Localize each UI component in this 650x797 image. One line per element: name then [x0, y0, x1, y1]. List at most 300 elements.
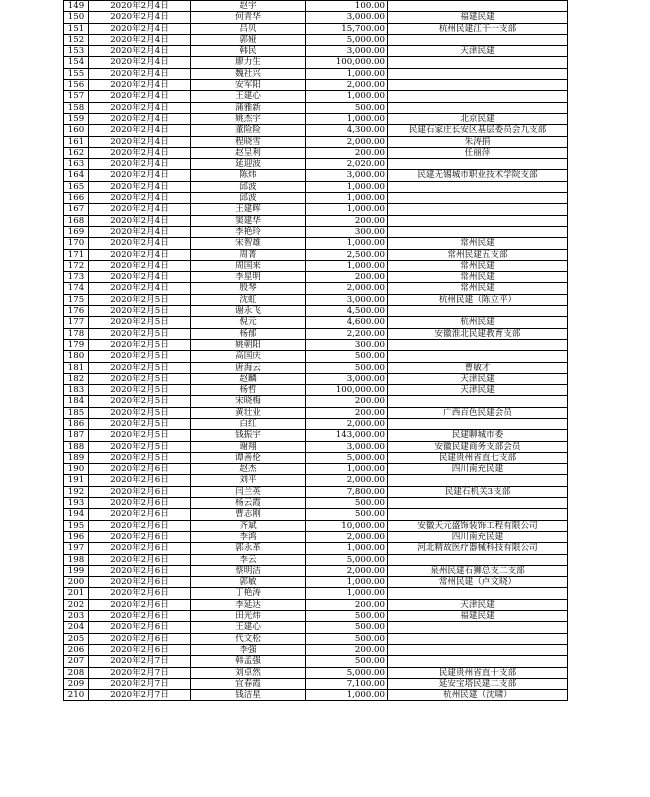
row-number: 198	[64, 554, 89, 565]
row-amount: 500.00	[306, 102, 388, 113]
row-name: 宜春霞	[191, 678, 306, 689]
row-name: 刘卓然	[191, 667, 306, 678]
table-row	[64, 204, 568, 215]
row-organization	[388, 204, 568, 215]
row-amount: 1,000.00	[306, 543, 388, 554]
row-organization	[388, 498, 568, 509]
row-name: 倪元	[191, 317, 306, 328]
row-amount: 1,000.00	[306, 238, 388, 249]
row-number: 170	[64, 238, 89, 249]
row-name: 蔡明洁	[191, 565, 306, 576]
row-amount: 1,000.00	[306, 690, 388, 701]
row-number: 195	[64, 520, 89, 531]
row-organization: 天津民建	[388, 599, 568, 610]
row-number: 206	[64, 644, 89, 655]
table-row	[64, 306, 568, 317]
donation-table-body	[64, 1, 568, 701]
row-amount: 3,000.00	[306, 46, 388, 57]
row-amount: 2,000.00	[306, 283, 388, 294]
row-number: 153	[64, 46, 89, 57]
row-amount: 200.00	[306, 272, 388, 283]
row-date: 2020年2月4日	[89, 125, 191, 136]
table-row	[64, 12, 568, 23]
row-amount: 1,000.00	[306, 588, 388, 599]
row-date: 2020年2月6日	[89, 464, 191, 475]
row-organization: 杭州民建（陈立平）	[388, 294, 568, 305]
row-organization: 民建石机关3支部	[388, 486, 568, 497]
row-name: 殷琴	[191, 283, 306, 294]
row-amount: 100.00	[306, 1, 388, 12]
row-date: 2020年2月6日	[89, 611, 191, 622]
row-amount: 300.00	[306, 339, 388, 350]
table-row	[64, 385, 568, 396]
row-name: 邱波	[191, 181, 306, 192]
row-number: 175	[64, 294, 89, 305]
row-date: 2020年2月7日	[89, 667, 191, 678]
table-row	[64, 577, 568, 588]
row-organization: 民建贵州省直十支部	[388, 667, 568, 678]
row-organization: 民建石家庄长安区基层委员会九支部	[388, 125, 568, 136]
table-row	[64, 599, 568, 610]
table-row	[64, 407, 568, 418]
row-date: 2020年2月4日	[89, 226, 191, 237]
row-number: 188	[64, 441, 89, 452]
row-date: 2020年2月5日	[89, 418, 191, 429]
table-row	[64, 430, 568, 441]
row-number: 197	[64, 543, 89, 554]
row-name: 谭善伦	[191, 452, 306, 463]
row-amount: 500.00	[306, 656, 388, 667]
row-name: 邱波	[191, 193, 306, 204]
row-amount: 200.00	[306, 599, 388, 610]
row-organization	[388, 351, 568, 362]
row-number: 193	[64, 498, 89, 509]
row-organization	[388, 509, 568, 520]
row-number: 182	[64, 373, 89, 384]
row-number: 163	[64, 159, 89, 170]
row-amount: 1,000.00	[306, 193, 388, 204]
row-number: 150	[64, 12, 89, 23]
row-date: 2020年2月5日	[89, 452, 191, 463]
row-name: 王建心	[191, 91, 306, 102]
row-number: 208	[64, 667, 89, 678]
row-name: 谢翔	[191, 441, 306, 452]
table-row	[64, 125, 568, 136]
row-name: 丁艳涛	[191, 588, 306, 599]
row-date: 2020年2月4日	[89, 91, 191, 102]
row-number: 205	[64, 633, 89, 644]
table-row	[64, 226, 568, 237]
row-organization: 杭州民建	[388, 317, 568, 328]
row-date: 2020年2月4日	[89, 102, 191, 113]
row-organization: 广西百色民建会员	[388, 407, 568, 418]
row-name: 白红	[191, 418, 306, 429]
row-organization	[388, 644, 568, 655]
row-amount: 3,000.00	[306, 441, 388, 452]
row-date: 2020年2月4日	[89, 204, 191, 215]
row-amount: 1,000.00	[306, 464, 388, 475]
row-name: 曹志刚	[191, 509, 306, 520]
row-date: 2020年2月4日	[89, 34, 191, 45]
row-amount: 100,000.00	[306, 57, 388, 68]
table-row	[64, 215, 568, 226]
row-amount: 200.00	[306, 396, 388, 407]
row-name: 刘平	[191, 475, 306, 486]
row-number: 165	[64, 181, 89, 192]
row-number: 192	[64, 486, 89, 497]
row-number: 185	[64, 407, 89, 418]
table-row	[64, 113, 568, 124]
row-name: 赵呈利	[191, 147, 306, 158]
row-name: 廖力生	[191, 57, 306, 68]
table-row	[64, 272, 568, 283]
row-amount: 500.00	[306, 498, 388, 509]
table-row	[64, 317, 568, 328]
row-organization: 任丽萍	[388, 147, 568, 158]
table-row	[64, 678, 568, 689]
row-organization	[388, 554, 568, 565]
row-name: 高国庆	[191, 351, 306, 362]
row-name: 杨哲	[191, 385, 306, 396]
row-date: 2020年2月4日	[89, 80, 191, 91]
table-row	[64, 147, 568, 158]
row-name: 李云	[191, 554, 306, 565]
row-date: 2020年2月5日	[89, 396, 191, 407]
table-row	[64, 238, 568, 249]
row-amount: 10,000.00	[306, 520, 388, 531]
row-number: 155	[64, 68, 89, 79]
table-row	[64, 418, 568, 429]
row-organization	[388, 80, 568, 91]
table-row	[64, 68, 568, 79]
row-date: 2020年2月7日	[89, 678, 191, 689]
row-number: 184	[64, 396, 89, 407]
row-name: 杨郁	[191, 328, 306, 339]
row-number: 209	[64, 678, 89, 689]
row-amount: 1,000.00	[306, 260, 388, 271]
row-amount: 1,000.00	[306, 204, 388, 215]
row-organization	[388, 656, 568, 667]
row-amount: 500.00	[306, 362, 388, 373]
row-amount: 143,000.00	[306, 430, 388, 441]
row-amount: 500.00	[306, 633, 388, 644]
table-row	[64, 588, 568, 599]
row-organization: 常州民建（卢文晓）	[388, 577, 568, 588]
row-date: 2020年2月4日	[89, 260, 191, 271]
table-row	[64, 396, 568, 407]
table-row	[64, 23, 568, 34]
row-organization: 北京民建	[388, 113, 568, 124]
row-number: 168	[64, 215, 89, 226]
row-number: 156	[64, 80, 89, 91]
table-row	[64, 91, 568, 102]
row-organization	[388, 475, 568, 486]
row-organization: 福建民建	[388, 611, 568, 622]
row-amount: 2,000.00	[306, 475, 388, 486]
row-number: 157	[64, 91, 89, 102]
row-number: 202	[64, 599, 89, 610]
row-organization: 天津民建	[388, 46, 568, 57]
row-date: 2020年2月6日	[89, 531, 191, 542]
row-number: 149	[64, 1, 89, 12]
row-name: 延迎波	[191, 159, 306, 170]
row-number: 171	[64, 249, 89, 260]
table-row	[64, 656, 568, 667]
row-organization	[388, 588, 568, 599]
row-date: 2020年2月4日	[89, 1, 191, 12]
row-number: 177	[64, 317, 89, 328]
table-row	[64, 373, 568, 384]
table-row	[64, 260, 568, 271]
row-number: 181	[64, 362, 89, 373]
row-name: 窦建华	[191, 215, 306, 226]
table-row	[64, 34, 568, 45]
table-row	[64, 80, 568, 91]
row-number: 151	[64, 23, 89, 34]
row-date: 2020年2月4日	[89, 57, 191, 68]
row-date: 2020年2月6日	[89, 498, 191, 509]
row-name: 唐海云	[191, 362, 306, 373]
row-name: 沈虹	[191, 294, 306, 305]
table-row	[64, 136, 568, 147]
row-organization: 常州民建	[388, 260, 568, 271]
row-organization: 天津民建	[388, 385, 568, 396]
row-name: 李艳玲	[191, 226, 306, 237]
row-name: 董险险	[191, 125, 306, 136]
row-date: 2020年2月6日	[89, 633, 191, 644]
row-amount: 1,000.00	[306, 113, 388, 124]
row-organization: 四川南充民建	[388, 464, 568, 475]
row-name: 李延达	[191, 599, 306, 610]
table-row	[64, 283, 568, 294]
row-amount: 2,020.00	[306, 159, 388, 170]
row-amount: 200.00	[306, 407, 388, 418]
table-row	[64, 441, 568, 452]
row-name: 魏社兴	[191, 68, 306, 79]
row-number: 167	[64, 204, 89, 215]
table-row	[64, 498, 568, 509]
row-number: 210	[64, 690, 89, 701]
row-date: 2020年2月6日	[89, 599, 191, 610]
row-number: 172	[64, 260, 89, 271]
row-name: 吕贝	[191, 23, 306, 34]
row-organization	[388, 622, 568, 633]
row-amount: 1,000.00	[306, 181, 388, 192]
row-date: 2020年2月4日	[89, 23, 191, 34]
row-amount: 100,000.00	[306, 385, 388, 396]
row-date: 2020年2月5日	[89, 441, 191, 452]
row-name: 赵宇	[191, 1, 306, 12]
row-number: 207	[64, 656, 89, 667]
row-organization	[388, 418, 568, 429]
row-amount: 2,000.00	[306, 418, 388, 429]
row-number: 194	[64, 509, 89, 520]
row-number: 199	[64, 565, 89, 576]
row-date: 2020年2月4日	[89, 170, 191, 181]
row-organization	[388, 159, 568, 170]
row-number: 173	[64, 272, 89, 283]
row-number: 158	[64, 102, 89, 113]
row-organization	[388, 339, 568, 350]
row-amount: 300.00	[306, 226, 388, 237]
row-organization	[388, 91, 568, 102]
row-number: 174	[64, 283, 89, 294]
row-date: 2020年2月4日	[89, 136, 191, 147]
row-amount: 5,000.00	[306, 554, 388, 565]
table-row	[64, 486, 568, 497]
row-date: 2020年2月5日	[89, 407, 191, 418]
table-row	[64, 531, 568, 542]
row-name: 李强	[191, 644, 306, 655]
row-organization: 泉州民建石狮总支二支部	[388, 565, 568, 576]
row-name: 赵麟	[191, 373, 306, 384]
row-number: 160	[64, 125, 89, 136]
row-amount: 2,000.00	[306, 565, 388, 576]
row-organization: 曹敏才	[388, 362, 568, 373]
row-number: 164	[64, 170, 89, 181]
row-organization: 河北精故医疗器械科技有限公司	[388, 543, 568, 554]
row-date: 2020年2月6日	[89, 520, 191, 531]
row-date: 2020年2月4日	[89, 193, 191, 204]
row-date: 2020年2月5日	[89, 294, 191, 305]
row-date: 2020年2月6日	[89, 543, 191, 554]
row-date: 2020年2月5日	[89, 373, 191, 384]
row-organization: 常州民建五支部	[388, 249, 568, 260]
row-organization: 安徽天元盛饰装饰工程有限公司	[388, 520, 568, 531]
row-date: 2020年2月5日	[89, 385, 191, 396]
row-name: 闫兰英	[191, 486, 306, 497]
row-number: 183	[64, 385, 89, 396]
table-row	[64, 464, 568, 475]
table-row	[64, 452, 568, 463]
row-date: 2020年2月6日	[89, 577, 191, 588]
row-date: 2020年2月4日	[89, 12, 191, 23]
row-organization: 民建聊城市委	[388, 430, 568, 441]
row-amount: 7,800.00	[306, 486, 388, 497]
row-date: 2020年2月5日	[89, 351, 191, 362]
row-amount: 2,500.00	[306, 249, 388, 260]
row-organization: 常州民建	[388, 272, 568, 283]
row-number: 204	[64, 622, 89, 633]
row-organization	[388, 102, 568, 113]
row-organization: 安徽民建商务支部会员	[388, 441, 568, 452]
row-name: 姚朝阳	[191, 339, 306, 350]
row-name: 韩民	[191, 46, 306, 57]
row-number: 166	[64, 193, 89, 204]
row-number: 162	[64, 147, 89, 158]
row-organization: 民建无锡城市职业技术学院支部	[388, 170, 568, 181]
row-number: 179	[64, 339, 89, 350]
row-number: 187	[64, 430, 89, 441]
row-organization: 福建民建	[388, 12, 568, 23]
row-date: 2020年2月6日	[89, 565, 191, 576]
row-number: 169	[64, 226, 89, 237]
row-date: 2020年2月6日	[89, 622, 191, 633]
row-number: 176	[64, 306, 89, 317]
row-name: 程晓雪	[191, 136, 306, 147]
row-organization	[388, 633, 568, 644]
row-organization	[388, 1, 568, 12]
table-row	[64, 57, 568, 68]
row-date: 2020年2月4日	[89, 181, 191, 192]
row-organization	[388, 181, 568, 192]
row-name: 李星明	[191, 272, 306, 283]
row-organization: 延安宝塔民建二支部	[388, 678, 568, 689]
row-organization: 安徽淮北民建教育支部	[388, 328, 568, 339]
row-organization: 民建贵州省直七支部	[388, 452, 568, 463]
row-date: 2020年2月5日	[89, 362, 191, 373]
row-date: 2020年2月6日	[89, 509, 191, 520]
row-name: 周国来	[191, 260, 306, 271]
row-date: 2020年2月4日	[89, 215, 191, 226]
row-amount: 2,000.00	[306, 531, 388, 542]
row-organization: 朱涛捐	[388, 136, 568, 147]
row-date: 2020年2月7日	[89, 690, 191, 701]
row-date: 2020年2月7日	[89, 656, 191, 667]
row-date: 2020年2月6日	[89, 644, 191, 655]
row-date: 2020年2月4日	[89, 68, 191, 79]
table-row	[64, 520, 568, 531]
row-name: 郭敏	[191, 577, 306, 588]
row-name: 郭永革	[191, 543, 306, 554]
row-name: 黄壮业	[191, 407, 306, 418]
row-date: 2020年2月4日	[89, 113, 191, 124]
row-amount: 2,200.00	[306, 328, 388, 339]
row-organization	[388, 306, 568, 317]
table-row	[64, 667, 568, 678]
row-amount: 2,000.00	[306, 80, 388, 91]
row-name: 谢永飞	[191, 306, 306, 317]
table-row	[64, 644, 568, 655]
row-date: 2020年2月6日	[89, 588, 191, 599]
row-name: 何青华	[191, 12, 306, 23]
row-name: 齐斌	[191, 520, 306, 531]
row-date: 2020年2月5日	[89, 328, 191, 339]
row-name: 李鸿	[191, 531, 306, 542]
row-number: 186	[64, 418, 89, 429]
row-amount: 500.00	[306, 351, 388, 362]
row-name: 王建心	[191, 622, 306, 633]
row-amount: 5,000.00	[306, 34, 388, 45]
row-number: 200	[64, 577, 89, 588]
row-name: 周菁	[191, 249, 306, 260]
row-date: 2020年2月5日	[89, 317, 191, 328]
row-amount: 7,100.00	[306, 678, 388, 689]
row-name: 田光炜	[191, 611, 306, 622]
row-amount: 500.00	[306, 509, 388, 520]
row-organization: 天津民建	[388, 373, 568, 384]
row-name: 宋晓梅	[191, 396, 306, 407]
row-name: 陈炜	[191, 170, 306, 181]
table-row	[64, 193, 568, 204]
row-name: 钱振宇	[191, 430, 306, 441]
row-name: 王建晖	[191, 204, 306, 215]
row-amount: 15,700.00	[306, 23, 388, 34]
row-number: 154	[64, 57, 89, 68]
row-amount: 4,600.00	[306, 317, 388, 328]
table-row	[64, 362, 568, 373]
row-amount: 2,000.00	[306, 136, 388, 147]
row-name: 郭娅	[191, 34, 306, 45]
row-amount: 200.00	[306, 147, 388, 158]
row-number: 196	[64, 531, 89, 542]
row-date: 2020年2月6日	[89, 486, 191, 497]
row-name: 韩孟强	[191, 656, 306, 667]
row-organization	[388, 226, 568, 237]
row-amount: 200.00	[306, 644, 388, 655]
row-amount: 5,000.00	[306, 452, 388, 463]
row-date: 2020年2月4日	[89, 46, 191, 57]
